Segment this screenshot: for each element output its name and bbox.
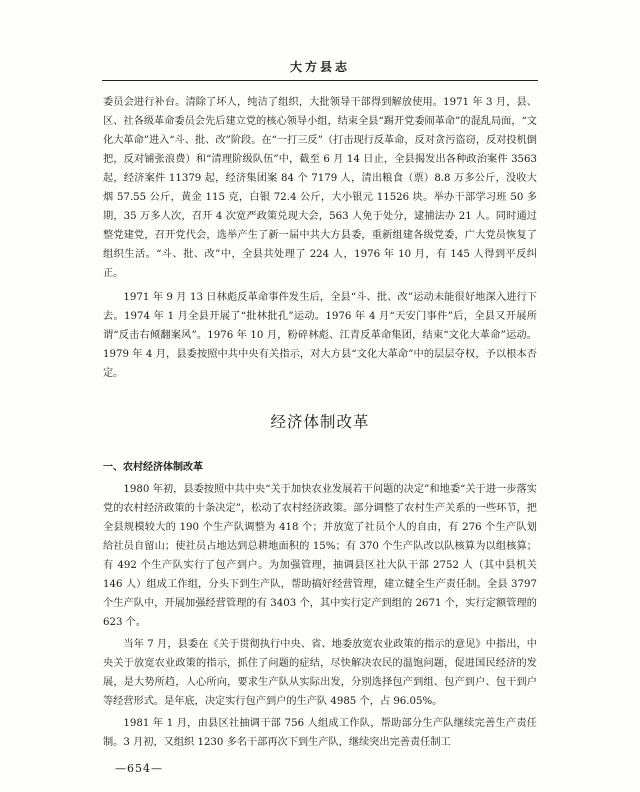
header-rule [102, 80, 538, 81]
paragraph-lin-biao-event: 1971 年 9 月 13 日林彪反革命事件发生后，全县“斗、批、改”运动未能很好地深入进行下去。1974 年 1 月全县开展了“批林批孔”运动。1976 年 4 月“天安门事件”后，全县又开展所谓“反击右倾翻案风”。1976 年 10 月，粉碎林彪、江青反革命集团，结束“文化大革命”运动。1979 年 4 月，县委按照中共中央有关指示，对大方县“文化大革命”中的层层夺权，予以根本否定。 [103, 292, 537, 379]
page-number: —654— [115, 762, 163, 775]
running-head-title: 大方县志 [289, 60, 350, 74]
paragraph-1981-workteam: 1981 年 1 月，由县区社抽调干部 756 人组成工作队，帮助部分生产队继续完善生产责任制。3 月初，又组织 1230 多名干部再次下到生产队，继续突出完善责任制工 [103, 718, 537, 748]
section-title: 经济体制改革 [270, 413, 370, 431]
paragraph-1980-reform: 1980 年初，县委按照中共中央“关于加快农业发展若干问题的决定”和地委“关于进一步落实党的农村经济政策的十条决定”，松动了农村经济政策。部分调整了农村生产关系的一些环节，把全县规模较大的 190 个生产队调整为 418 个；并放宽了社员个人的自由，有 276 个生产队划给社员自留山；使社员占地达到总耕地面积的 15%；有 370 个生产队改以队核算为以组核算；有 492 个生产队实行了包产到户。为加强管理，抽调县区社大队干部 2752 人（其中县机关 146 人）组成工作组，分头下到生产队，帮助搞好经营管理，建立健全生产责任制。全县 3797 个生产队中，开展加强经营管理的有 3403 个，其中实行定产到组的 2671 个，实行定额管理的 623 个。 [103, 484, 537, 628]
page-body [103, 93, 537, 752]
paragraph-continued: 委员会进行补台。清除了坏人，纯洁了组织，大批领导干部得到解放使用。1971 年 3 月，县、区、社各级革命委员会先后建立党的核心领导小组，结束全县“踢开党委闹革命”的混乱局面，“文化大革命”进入“斗、批、改”阶段。在“一打三反”（打击现行反革命，反对贪污盗窃，反对投机倒把，反对铺张浪费）和“清理阶级队伍”中，截至 6 月 14 日止，全县揭发出各种政治案件 3563 起，经济案件 11379 起，经济集团案 84 个 7179 人，清出粮食（票）8.8 万多公斤，没收大烟 57.55 公斤，黄金 115 克，白银 72.4 公斤，大小银元 11526 块。举办干部学习班 50 多期，35 万多人次，召开 4 次宽严政策兑现大会，563 人免于处分，逮捕法办 21 人。同时通过整党建党，召开党代会，选举产生了新一届中共大方县委，重新组建各级党委，广大党员恢复了组织生活。“斗、批、改”中，全县共处理了 224 人，1976 年 10 月，有 145 人得到平反纠正。 [103, 97, 537, 279]
subsection-heading: 一、农村经济体制改革 [103, 462, 203, 473]
paragraph-july-opinion: 当年 7 月，县委在《关于贯彻执行中央、省、地委放宽农业政策的指示的意见》中指出，中央关于放宽农业政策的指示，抓住了问题的症结，尽快解决农民的温饱问题，促进国民经济的发展，是大势所趋，人心所向，要求生产队从实际出发，分别选择包产到组、包产到户、包干到户等经营形式。是年底，决定实行包产到户的生产队 4985 个，占 96.05%。 [103, 639, 537, 707]
